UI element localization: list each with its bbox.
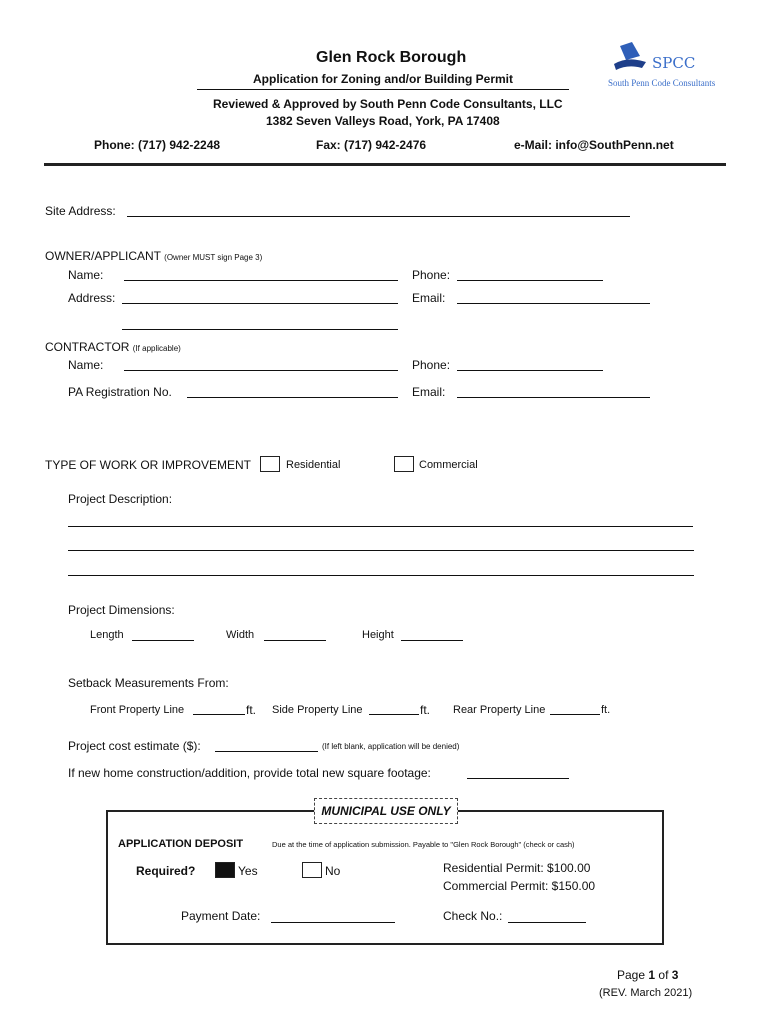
residential-fee: Residential Permit: $100.00 (443, 861, 591, 875)
dimensions-label: Project Dimensions: (68, 603, 175, 617)
office-email: e-Mail: info@SouthPenn.net (514, 138, 674, 152)
office-fax: Fax: (717) 942-2476 (316, 138, 427, 152)
contractor-reg-label: PA Registration No. (68, 385, 172, 399)
page-of: of (658, 968, 669, 982)
contractor-email-label: Email: (412, 385, 446, 399)
logo-abbr: SPCC (652, 54, 696, 72)
sqft-field[interactable] (467, 778, 569, 779)
site-address-field[interactable] (127, 216, 630, 217)
contractor-note: (If applicable) (132, 344, 181, 353)
residential-checkbox[interactable] (260, 456, 280, 472)
form-subtitle: Application for Zoning and/or Building Permit (253, 72, 513, 86)
site-address-label: Site Address: (45, 204, 116, 218)
check-no-field[interactable] (508, 922, 586, 923)
width-label: Width (226, 629, 255, 641)
title-rule (197, 89, 569, 90)
sqft-label: If new home construction/addition, provide total new square footage: (68, 766, 431, 780)
required-yes-checkbox[interactable] (215, 862, 235, 878)
cost-field[interactable] (215, 751, 318, 752)
required-yes-label: Yes (238, 864, 258, 878)
owner-note: (Owner MUST sign Page 3) (164, 253, 263, 262)
logo-name: South Penn Code Consultants (608, 78, 716, 88)
setback-label: Setback Measurements From: (68, 676, 229, 690)
front-line-field[interactable] (193, 714, 245, 715)
contractor-name-field[interactable] (124, 370, 398, 371)
required-label: Required? (136, 864, 196, 878)
page-prefix: Page (617, 968, 646, 982)
cost-note: (If left blank, application will be denied) (322, 742, 460, 751)
owner-name-field[interactable] (124, 280, 398, 281)
header-divider (44, 163, 726, 166)
owner-email-field[interactable] (457, 303, 650, 304)
contractor-name-label: Name: (68, 358, 104, 372)
residential-label: Residential (286, 459, 341, 471)
commercial-label: Commercial (419, 459, 478, 471)
commercial-checkbox[interactable] (394, 456, 414, 472)
height-label: Height (362, 629, 394, 641)
owner-address-field[interactable] (122, 303, 398, 304)
office-phone: Phone: (717) 942-2248 (94, 138, 221, 152)
contractor-heading (45, 340, 181, 354)
contractor-phone-label: Phone: (412, 358, 451, 372)
spcc-logo (608, 42, 732, 92)
owner-address-label: Address: (68, 291, 116, 305)
page-title: Glen Rock Borough (316, 49, 467, 66)
revision-date: (REV. March 2021) (599, 987, 693, 999)
required-no-label: No (325, 864, 341, 878)
owner-heading-text: OWNER/APPLICANT (45, 249, 161, 263)
description-line-3[interactable] (68, 575, 694, 576)
office-address: 1382 Seven Valleys Road, York, PA 17408 (266, 114, 500, 128)
cost-label: Project cost estimate ($): (68, 739, 201, 753)
page-total: 3 (671, 968, 679, 982)
payment-date-field[interactable] (271, 922, 395, 923)
owner-phone-label: Phone: (412, 268, 451, 282)
front-ft-unit: ft. (246, 703, 257, 717)
side-ft-unit: ft. (420, 703, 431, 717)
contractor-phone-field[interactable] (457, 370, 603, 371)
check-no-label: Check No.: (443, 909, 503, 923)
page-current: 1 (648, 968, 656, 982)
description-label: Project Description: (68, 492, 173, 506)
owner-name-label: Name: (68, 268, 104, 282)
rear-line-field[interactable] (550, 714, 600, 715)
spcc-logo-icon (612, 42, 652, 78)
page-number (617, 968, 678, 982)
width-field[interactable] (264, 640, 326, 641)
length-field[interactable] (132, 640, 194, 641)
front-line-label: Front Property Line (90, 704, 185, 716)
height-field[interactable] (401, 640, 463, 641)
owner-heading (45, 249, 262, 263)
work-type-label: TYPE OF WORK OR IMPROVEMENT (45, 458, 252, 472)
owner-phone-field[interactable] (457, 280, 603, 281)
description-line-1[interactable] (68, 526, 693, 527)
length-label: Length (90, 629, 124, 641)
deposit-note: Due at the time of application submission. Payable to "Glen Rock Borough" (check or cash) (272, 840, 575, 849)
owner-email-label: Email: (412, 291, 446, 305)
commercial-fee: Commercial Permit: $150.00 (443, 879, 596, 893)
contractor-reg-field[interactable] (187, 397, 398, 398)
municipal-use-title: MUNICIPAL USE ONLY (314, 798, 458, 824)
reviewed-by: Reviewed & Approved by South Penn Code Consultants, LLC (213, 97, 563, 111)
owner-address-field-2[interactable] (122, 329, 398, 330)
payment-date-label: Payment Date: (181, 909, 261, 923)
description-line-2[interactable] (68, 550, 694, 551)
contractor-heading-text: CONTRACTOR (45, 340, 130, 354)
required-no-checkbox[interactable] (302, 862, 322, 878)
side-line-label: Side Property Line (272, 704, 363, 716)
deposit-label: APPLICATION DEPOSIT (118, 838, 244, 850)
contractor-email-field[interactable] (457, 397, 650, 398)
rear-ft-unit: ft. (601, 704, 611, 716)
side-line-field[interactable] (369, 714, 419, 715)
rear-line-label: Rear Property Line (453, 704, 546, 716)
